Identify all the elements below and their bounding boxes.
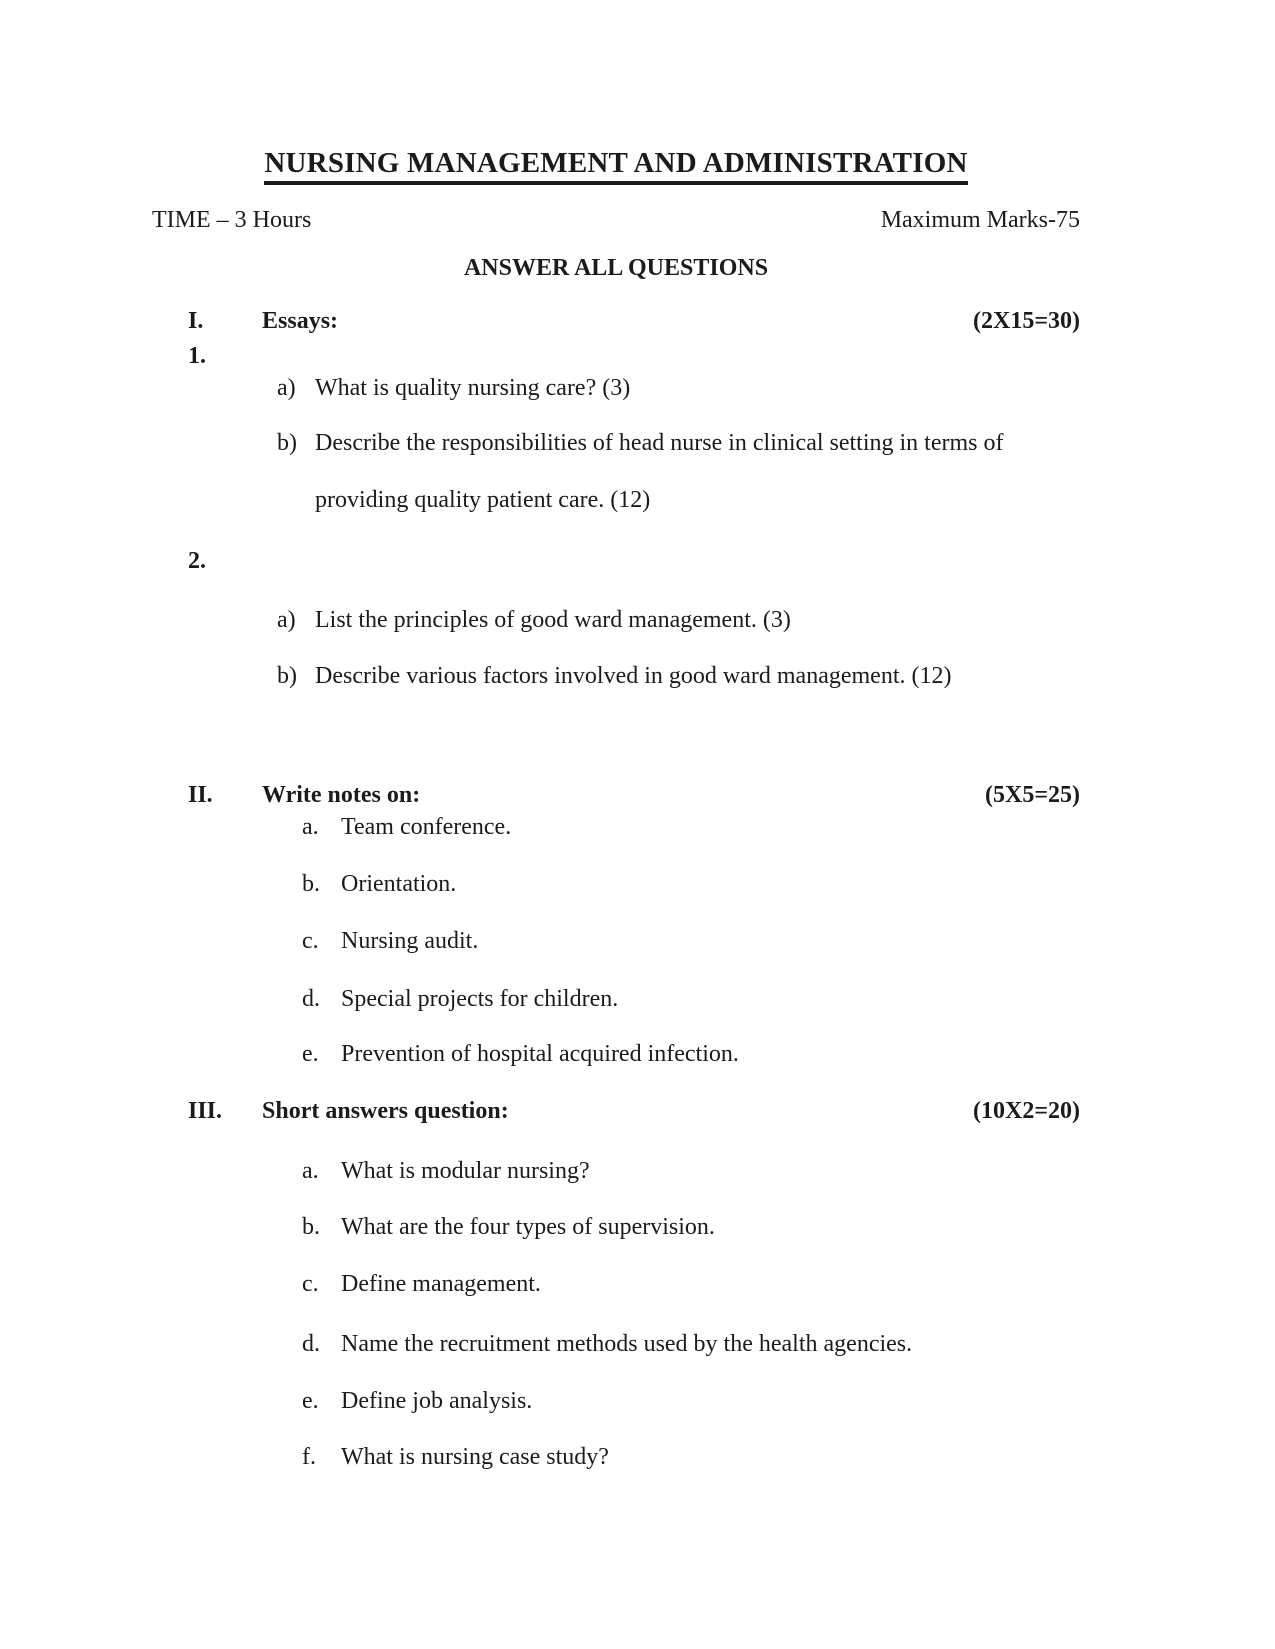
item-marker: c. xyxy=(302,1271,319,1297)
item-marker: b) xyxy=(277,663,297,689)
item-marker: c. xyxy=(302,928,319,954)
item-marker: d. xyxy=(302,986,320,1012)
page-title: NURSING MANAGEMENT AND ADMINISTRATION xyxy=(264,146,967,185)
item-text: Prevention of hospital acquired infection. xyxy=(341,1041,739,1067)
section-label: Essays: xyxy=(262,308,339,334)
item-marker: a) xyxy=(277,607,296,633)
section-notes-heading xyxy=(152,780,1080,810)
short-item-d xyxy=(152,1329,1080,1359)
item-text: Define job analysis. xyxy=(341,1388,533,1414)
question-number-2: 2. xyxy=(188,548,206,574)
section-label: Write notes on: xyxy=(262,782,421,808)
item-text: What is quality nursing care? (3) xyxy=(315,375,631,401)
section-numeral: I. xyxy=(188,308,204,334)
item-marker: e. xyxy=(302,1388,319,1414)
section-marks: (10X2=20) xyxy=(973,1098,1080,1124)
item-text: Orientation. xyxy=(341,871,457,897)
section-marks: (2X15=30) xyxy=(973,308,1080,334)
maximum-marks: Maximum Marks-75 xyxy=(880,207,1080,233)
section-short-answers-heading xyxy=(152,1096,1080,1126)
short-item-f xyxy=(152,1442,1080,1472)
title-row xyxy=(152,146,1080,185)
section-essays-heading xyxy=(152,306,1080,336)
section-label: Short answers question: xyxy=(262,1098,509,1124)
short-item-e xyxy=(152,1386,1080,1416)
header-row xyxy=(152,205,1080,235)
section-numeral: III. xyxy=(188,1098,223,1124)
short-item-c xyxy=(152,1269,1080,1299)
instruction-heading: ANSWER ALL QUESTIONS xyxy=(463,255,769,281)
item-marker: a. xyxy=(302,1158,319,1184)
notes-item-c xyxy=(152,926,1080,956)
item-text: Special projects for children. xyxy=(341,986,619,1012)
section-marks: (5X5=25) xyxy=(985,782,1080,808)
item-marker: f. xyxy=(302,1444,316,1470)
short-item-a xyxy=(152,1156,1080,1186)
question-1b-continuation: providing quality patient care. (12) xyxy=(315,487,651,513)
item-marker: e. xyxy=(302,1041,319,1067)
notes-item-a xyxy=(152,812,1080,842)
item-text: Describe various factors involved in good ward management. (12) xyxy=(315,663,952,689)
item-marker: a. xyxy=(302,814,319,840)
question-2b xyxy=(152,661,1080,691)
item-text: What is nursing case study? xyxy=(341,1444,609,1470)
time-allowed: TIME – 3 Hours xyxy=(152,207,312,233)
item-marker: a) xyxy=(277,375,296,401)
short-item-b xyxy=(152,1212,1080,1242)
question-1b xyxy=(152,428,1080,458)
item-text: What is modular nursing? xyxy=(341,1158,590,1184)
question-1a xyxy=(152,373,1080,403)
question-number-1: 1. xyxy=(188,343,206,369)
notes-item-b xyxy=(152,869,1080,899)
item-marker: b. xyxy=(302,1214,320,1240)
notes-item-e xyxy=(152,1039,1080,1069)
item-marker: b. xyxy=(302,871,320,897)
item-text: Define management. xyxy=(341,1271,541,1297)
item-marker: d. xyxy=(302,1331,320,1357)
question-2a xyxy=(152,605,1080,635)
section-numeral: II. xyxy=(188,782,213,808)
item-text: What are the four types of supervision. xyxy=(341,1214,715,1240)
item-text: Team conference. xyxy=(341,814,512,840)
notes-item-d xyxy=(152,984,1080,1014)
item-text: Name the recruitment methods used by the health agencies. xyxy=(341,1331,913,1357)
item-text: Describe the responsibilities of head nurse in clinical setting in terms of xyxy=(315,430,1004,456)
item-text: Nursing audit. xyxy=(341,928,479,954)
item-text: List the principles of good ward management. (3) xyxy=(315,607,791,633)
item-marker: b) xyxy=(277,430,297,456)
